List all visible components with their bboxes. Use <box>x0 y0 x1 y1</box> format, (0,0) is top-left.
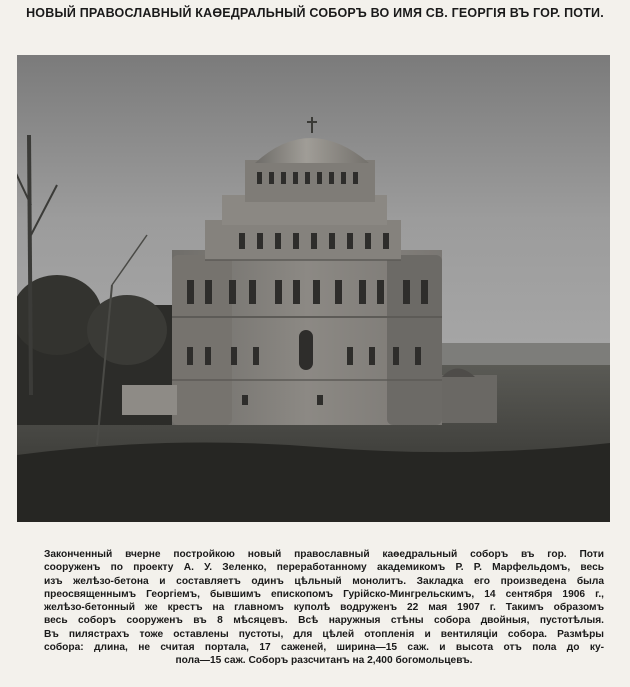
cathedral-photo <box>17 55 610 522</box>
caption-line: Законченный вчерне постройкою новый православный каөедральный соборъ въ гор. Поти <box>44 549 604 560</box>
side-structure <box>442 375 497 423</box>
caption-line: пола—15 саж. Соборъ разсчитанъ на 2,400 богомольцевъ. <box>175 655 473 667</box>
page-title: НОВЫЙ ПРАВОСЛАВНЫЙ КАӨЕДРАЛЬНЫЙ СОБОРЪ ВО ИМЯ СВ. ГЕОРГІЯ ВЪ ГОР. ПОТИ. <box>26 6 604 20</box>
caption-line: изъ желѣзо-бетона и составляетъ одинъ цѣльный монолитъ. Закладка его произведена была <box>44 575 604 587</box>
caption-text <box>44 548 604 668</box>
caption-line: преосвященнымъ Георгіемъ, бывшимъ епископомъ Гурійско-Мингрельскимъ, 14 сентября 1906 г., <box>44 588 604 600</box>
caption-line: сооруженъ по проекту А. У. Зеленко, переработанному академикомъ Р. Р. Марфельдомъ, весь <box>44 562 604 574</box>
caption-line: собора: длина, не считая портала, 17 саженей, ширина—15 саж. и высота отъ пола до ку- <box>44 642 604 654</box>
caption-line: весь соборъ сооруженъ въ 8 мѣсяцевъ. Всѣ наружныя стѣны собора двойныя, пустотѣлыя. <box>44 615 604 627</box>
foreground-grass <box>17 443 610 523</box>
horizon-trees <box>437 343 610 367</box>
caption-line: желѣзо-бетонный же крестъ на главномъ куполѣ водруженъ 22 мая 1907 г. Такимъ образомъ <box>44 602 604 614</box>
building-stones <box>122 385 177 415</box>
cathedral-illustration <box>17 55 610 522</box>
caption-line: Въ пилястрахъ тоже оставлены пустоты, для цѣлей отопленія и вентиляціи собора. Размѣры <box>44 628 604 640</box>
